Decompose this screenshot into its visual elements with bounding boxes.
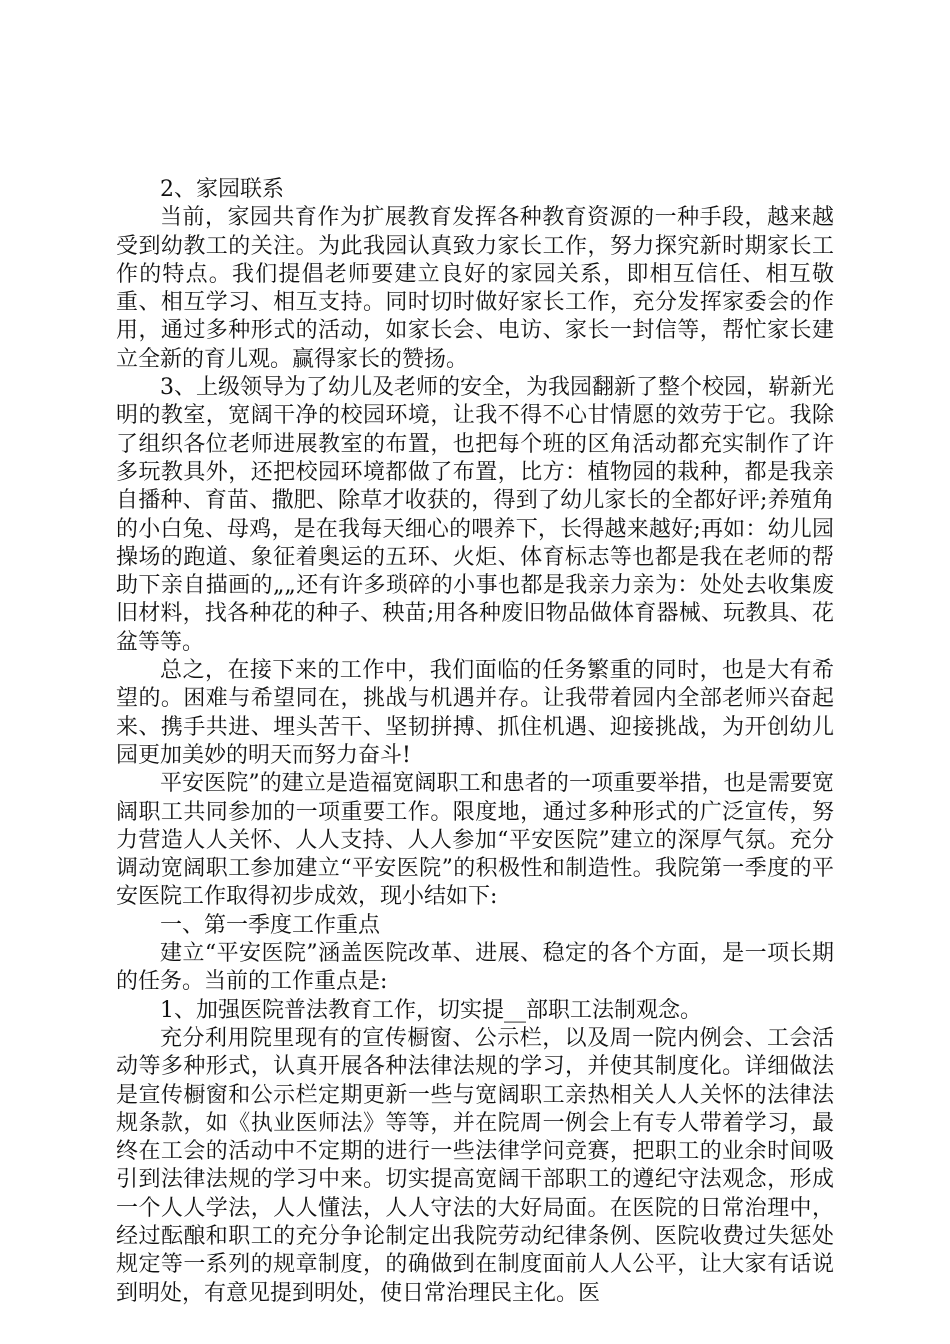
paragraph-home-school-contact: 当前，家园共育作为扩展教育发挥各种教育资源的一种手段，越来越受到幼教工的关注。为此我园认真致力家长工作，努力探究新时期家长工作的特点。我们提倡老师要建立良好的家园关系，即相互信任、相互敬重、相互学习、相互支持。同时切时做好家长工作，充分发挥家委会的作用，通过多种形式的活动，如家长会、电访、家长一封信等，帮忙家长建立全新的育儿观。赢得家长的赞扬。 <box>116 205 834 372</box>
paragraph-campus-renovation: 3、上级领导为了幼儿及老师的安全，为我园翻新了整个校园，崭新光明的教室，宽阔干净的校园环境，让我不得不心甘情愿的效劳于它。我除了组织各位老师进展教室的布置，也把每个班的区角活动都充实制作了许多玩教具外，还把校园环境都做了布置，比方：植物园的栽种，都是我亲自播种、育苗、撒肥、除草才收获的，得到了幼儿家长的全都好评;养殖角的小白兔、母鸡，是在我每天细心的喂养下，长得越来越好;再如：幼儿园操场的跑道、象征着奥运的五环、火炬、体育标志等也都是我在老师的帮助下亲自描画的„„还有许多琐碎的小事也都是我亲力亲为：处处去收集废旧材料，找各种花的种子、秧苗;用各种废旧物品做体育器械、玩教具、花盆等等。 <box>116 375 834 655</box>
paragraph-work-focus: 建立“平安医院”涵盖医院改革、进展、稳定的各个方面，是一项长期的任务。当前的工作重点是: <box>116 941 834 995</box>
paragraph-summary: 总之，在接下来的工作中，我们面临的任务繁重的同时，也是大有希望的。困难与希望同在，挑战与机遇并存。让我带着园内全部老师兴奋起来、携手共进、埋头苦干、坚韧拼搏、抓住机遇、迎接挑战，为开创幼儿园更加美妙的明天而努力奋斗! <box>116 658 834 768</box>
paragraph-legal-education: 充分利用院里现有的宣传橱窗、公示栏，以及周一院内例会、工会活动等多种形式，认真开展各种法律法规的学习，并使其制度化。详细做法是宣传橱窗和公示栏定期更新一些与宽阔职工亲热相关人人关怀的法律法规条款，如《执业医师法》等等，并在院周一例会上有专人带着学习，最终在工会的活动中不定期的进行一些法律学问竞赛，把职工的业余时间吸引到法律法规的学习中来。切实提高宽阔干部职工的遵纪守法观念，形成一个人人学法，人人懂法，人人守法的大好局面。在医院的日常治理中，经过酝酿和职工的充分争论制定出我院劳动纪律条例、医院收费过失惩处规定等一系列的规章制度，的确做到在制度面前人人公平，让大家有话说到明处，有意见提到明处，使日常治理民主化。医 <box>116 1025 834 1306</box>
paragraph-home-school-heading: 2、家园联系 <box>160 177 284 202</box>
paragraph-item-1: 1、加强医院普法教育工作，切实提__部职工法制观念。 <box>160 997 702 1023</box>
document-body <box>116 176 834 1308</box>
paragraph-safe-hospital-intro: 平安医院”的建立是造福宽阔职工和患者的一项重要举措，也是需要宽阔职工共同参加的一项重要工作。限度地，通过多种形式的广泛宣传，努力营造人人关怀、人人支持、人人参加“平安医院”建立的深厚气氛。充分调动宽阔职工参加建立“平安医院”的积极性和制造性。我院第一季度的平安医院工作取得初步成效，现小结如下: <box>116 771 834 910</box>
paragraph-section-heading: 一、第一季度工作重点 <box>160 912 381 938</box>
